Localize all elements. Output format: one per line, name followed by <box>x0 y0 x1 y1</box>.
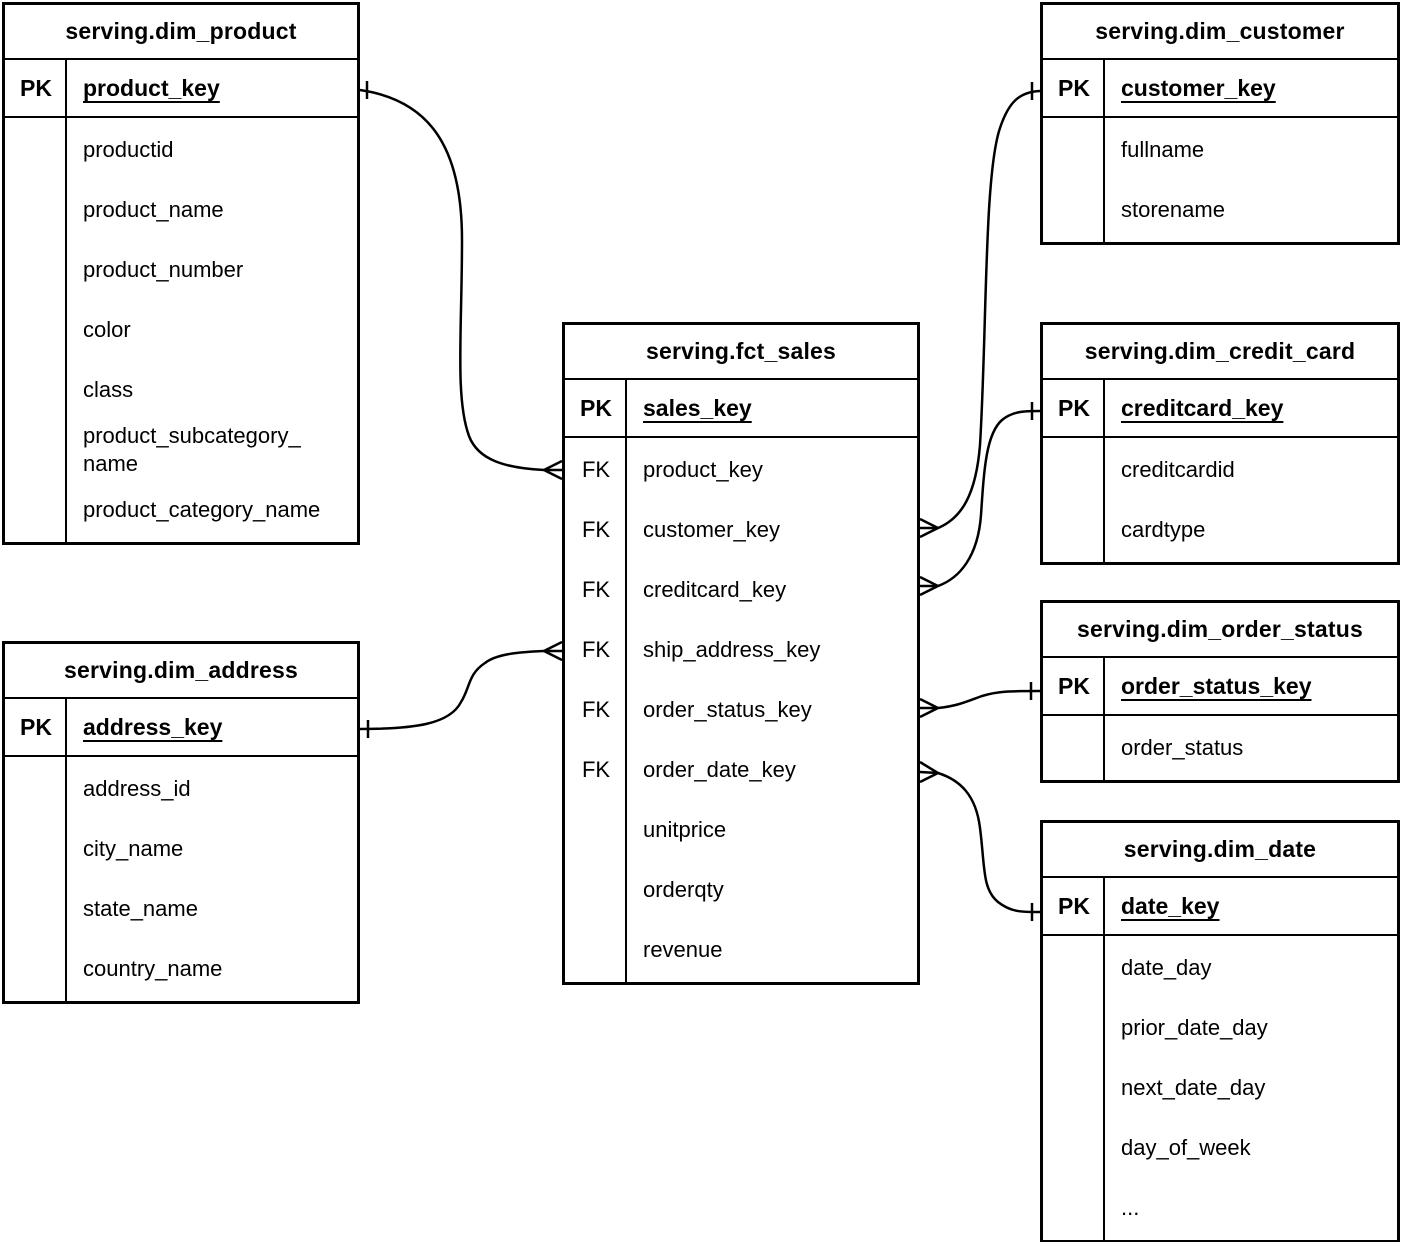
field-name: state_name <box>83 896 198 921</box>
field-list <box>5 118 357 542</box>
crow-foot-many-marker <box>920 762 938 782</box>
pk-row <box>565 380 917 438</box>
relationship-line <box>938 691 1040 708</box>
crow-foot-many-marker <box>920 699 938 717</box>
crow-foot-many-marker <box>920 577 938 595</box>
entity-dim-credit-card <box>1040 322 1400 565</box>
entity-title: serving.dim_product <box>5 5 357 60</box>
pk-row <box>1043 380 1397 438</box>
pk-field-name: sales_key <box>643 395 752 421</box>
key-badge <box>5 300 67 360</box>
entity-title: serving.dim_credit_card <box>1043 325 1397 380</box>
field-name: ship_address_key <box>643 637 821 662</box>
field-row <box>5 819 357 879</box>
field-row <box>565 500 917 560</box>
pk-badge: PK <box>20 713 52 740</box>
key-badge <box>5 420 67 480</box>
field-name: creditcardid <box>1121 457 1235 482</box>
relationship-line <box>938 773 1040 912</box>
key-badge <box>1043 718 1105 778</box>
entity-dim-date <box>1040 820 1400 1242</box>
field-row <box>1043 440 1397 500</box>
pk-field-name: order_status_key <box>1121 673 1312 699</box>
field-row <box>565 740 917 800</box>
field-row <box>1043 1058 1397 1118</box>
field-name: orderqty <box>643 877 724 902</box>
field-row <box>1043 500 1397 560</box>
key-badge <box>5 360 67 420</box>
entity-title: serving.dim_customer <box>1043 5 1397 60</box>
entity-title: serving.dim_address <box>5 644 357 699</box>
key-badge <box>1043 1178 1105 1238</box>
key-badge <box>5 819 67 879</box>
field-row <box>1043 180 1397 240</box>
field-name: creditcard_key <box>643 577 787 602</box>
pk-row <box>5 699 357 757</box>
key-badge <box>1043 440 1105 500</box>
field-name: country_name <box>83 956 223 981</box>
field-list <box>1043 936 1397 1240</box>
field-row <box>5 939 357 999</box>
field-list <box>1043 438 1397 562</box>
field-name: order_status <box>1121 735 1244 760</box>
key-badge <box>1043 998 1105 1058</box>
key-badge <box>5 180 67 240</box>
fk-badge: FK <box>581 517 611 542</box>
field-name: prior_date_day <box>1121 1015 1268 1040</box>
field-row <box>1043 1118 1397 1178</box>
relationship-line <box>938 411 1040 586</box>
field-row <box>1043 938 1397 998</box>
entity-dim-order-status <box>1040 600 1400 783</box>
field-row <box>1043 1178 1397 1238</box>
pk-badge: PK <box>1058 394 1090 421</box>
key-badge <box>1043 938 1105 998</box>
field-name: unitprice <box>643 817 727 842</box>
key-column-divider <box>1103 60 1105 242</box>
field-row <box>565 680 917 740</box>
field-name: city_name <box>83 836 184 861</box>
entity-title: serving.dim_date <box>1043 823 1397 878</box>
key-badge <box>1043 1058 1105 1118</box>
field-row <box>5 480 357 540</box>
field-name: day_of_week <box>1121 1135 1251 1160</box>
field-row <box>565 800 917 860</box>
relationship-fct-sales-dim-product <box>360 81 562 479</box>
key-badge <box>1043 1118 1105 1178</box>
key-column-divider <box>65 699 67 1001</box>
field-row <box>5 759 357 819</box>
field-name: customer_key <box>643 517 780 542</box>
pk-badge: PK <box>1058 74 1090 101</box>
key-column-divider <box>1103 380 1105 562</box>
key-badge <box>1043 120 1105 180</box>
field-row <box>5 300 357 360</box>
key-badge <box>1043 180 1105 240</box>
field-row <box>565 560 917 620</box>
field-name: product_name <box>83 197 224 222</box>
pk-badge: PK <box>580 394 612 421</box>
entity-fct-sales <box>562 322 920 985</box>
key-badge <box>565 860 627 920</box>
pk-field-name: address_key <box>83 714 223 740</box>
field-list <box>5 757 357 1001</box>
field-name: next_date_day <box>1121 1075 1266 1100</box>
field-list <box>1043 716 1397 780</box>
field-name: order_date_key <box>643 757 796 782</box>
field-row <box>5 420 357 480</box>
key-column-divider <box>65 60 67 542</box>
pk-row <box>1043 878 1397 936</box>
entity-dim-customer <box>1040 2 1400 245</box>
relationship-line <box>360 90 544 470</box>
fk-badge: FK <box>581 697 611 722</box>
relationship-fct-sales-dim-date <box>920 762 1040 921</box>
pk-badge: PK <box>1058 892 1090 919</box>
pk-row <box>1043 658 1397 716</box>
crow-foot-many-marker <box>920 519 938 537</box>
field-name: product_key <box>643 457 763 482</box>
key-badge <box>5 240 67 300</box>
key-badge <box>565 920 627 980</box>
field-name: fullname <box>1121 137 1205 162</box>
field-row <box>565 440 917 500</box>
fk-badge: FK <box>581 577 611 602</box>
field-row <box>565 620 917 680</box>
entity-title: serving.fct_sales <box>565 325 917 380</box>
field-list <box>565 438 917 982</box>
field-name: storename <box>1121 197 1225 222</box>
field-name: product_number <box>83 257 244 282</box>
pk-field-name: product_key <box>83 75 220 101</box>
field-row <box>5 240 357 300</box>
field-name: revenue <box>643 937 723 962</box>
key-badge <box>5 939 67 999</box>
entity-dim-address <box>2 641 360 1004</box>
field-row <box>5 360 357 420</box>
field-name: ... <box>1121 1195 1140 1220</box>
key-column-divider <box>1103 878 1105 1240</box>
relationship-fct-sales-dim-order-status <box>920 682 1040 717</box>
key-column-divider <box>625 380 627 982</box>
field-row <box>1043 718 1397 778</box>
field-row <box>565 920 917 980</box>
crow-foot-many-marker <box>544 642 562 660</box>
pk-field-name: customer_key <box>1121 75 1276 101</box>
pk-badge: PK <box>1058 672 1090 699</box>
pk-row <box>5 60 357 118</box>
pk-badge: PK <box>20 74 52 101</box>
key-column-divider <box>1103 658 1105 780</box>
field-name: class <box>83 377 134 402</box>
key-badge <box>565 800 627 860</box>
pk-field-name: date_key <box>1121 893 1220 919</box>
entity-title: serving.dim_order_status <box>1043 603 1397 658</box>
fk-badge: FK <box>581 757 611 782</box>
field-row <box>1043 998 1397 1058</box>
key-badge <box>5 480 67 540</box>
field-row <box>5 180 357 240</box>
field-name: product_category_name <box>83 497 321 522</box>
field-name: address_id <box>83 776 191 801</box>
relationship-line <box>938 91 1040 528</box>
field-row <box>565 860 917 920</box>
relationship-fct-sales-dim-address <box>360 642 562 738</box>
relationship-fct-sales-dim-customer <box>920 82 1040 537</box>
pk-row <box>1043 60 1397 118</box>
crow-foot-many-marker <box>544 461 562 479</box>
key-badge <box>1043 500 1105 560</box>
fk-badge: FK <box>581 637 611 662</box>
field-row <box>5 120 357 180</box>
field-name: date_day <box>1121 955 1212 980</box>
field-name: color <box>83 317 131 342</box>
fk-badge: FK <box>581 457 611 482</box>
key-badge <box>5 879 67 939</box>
field-name: cardtype <box>1121 517 1206 542</box>
field-name: product_subcategory_​name <box>83 423 301 476</box>
relationship-line <box>360 651 544 729</box>
pk-field-name: creditcard_key <box>1121 395 1284 421</box>
relationship-fct-sales-dim-credit-card <box>920 402 1040 595</box>
field-list <box>1043 118 1397 242</box>
field-row <box>5 879 357 939</box>
key-badge <box>5 120 67 180</box>
field-name: order_status_key <box>643 697 812 722</box>
field-row <box>1043 120 1397 180</box>
key-badge <box>5 759 67 819</box>
entity-dim-product <box>2 2 360 545</box>
field-name: productid <box>83 137 174 162</box>
